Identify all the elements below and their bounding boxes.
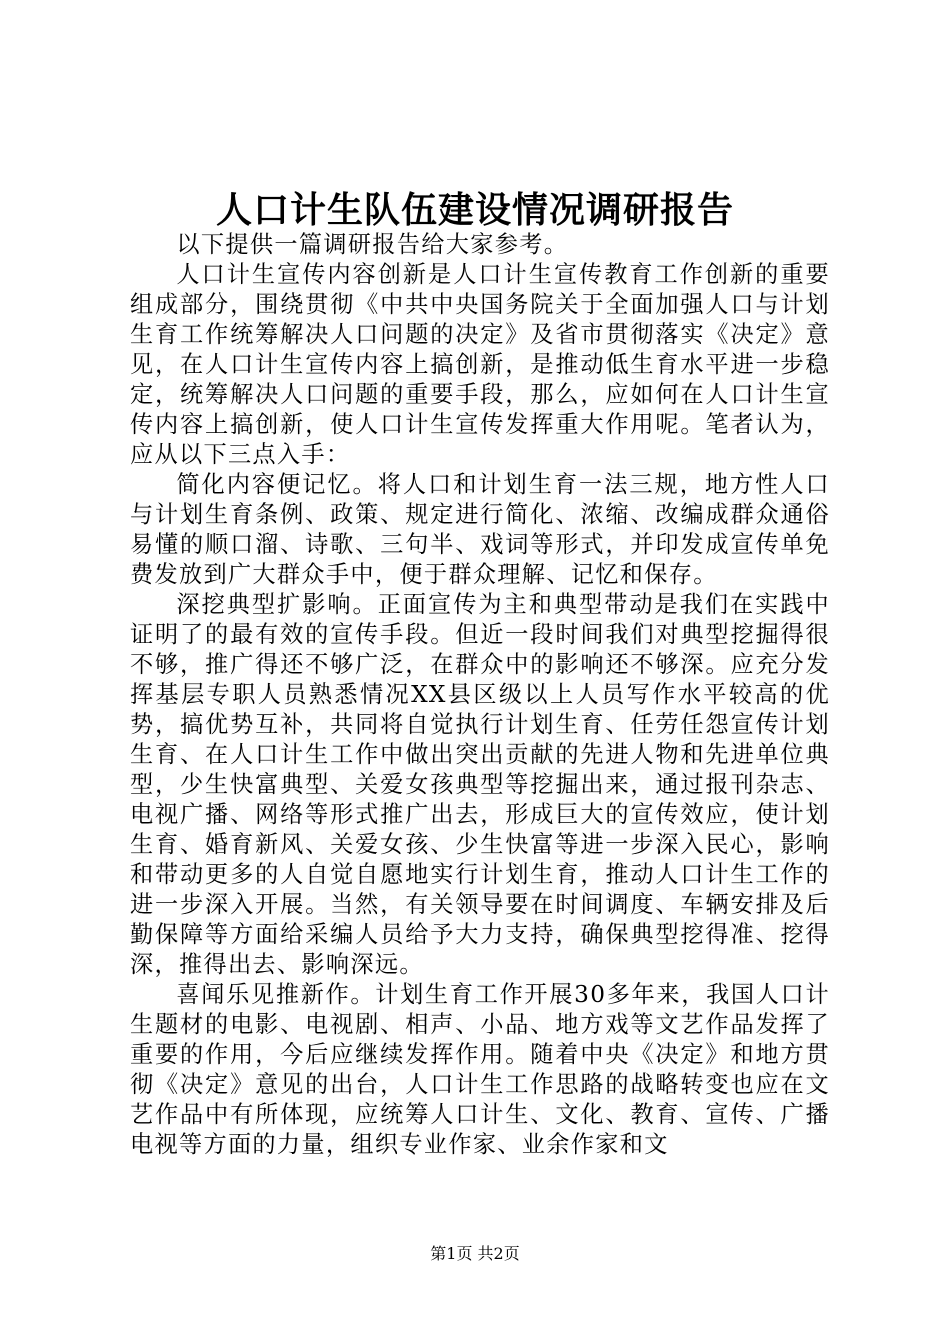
document-body [130, 230, 830, 1160]
paragraph: 简化内容便记忆。将人口和计划生育一法三规，地方性人口与计划生育条例、政策、规定进行简化、浓缩、改编成群众通俗易懂的顺口溜、诗歌、三句半、戏词等形式，并印发成宣传单免费发放到广大群众手中，便于群众理解、记忆和保存。 [130, 471, 830, 588]
paragraph: 以下提供一篇调研报告给大家参考。 [176, 231, 569, 258]
page-number: 第1页 共2页 [430, 1244, 520, 1263]
paragraph: 人口计生宣传内容创新是人口计生宣传教育工作创新的重要组成部分，围绕贯彻《中共中央国务院关于全面加强人口与计划生育工作统筹解决人口问题的决定》及省市贯彻落实《决定》意见，在人口计生宣传内容上搞创新，是推动低生育水平进一步稳定，统筹解决人口问题的重要手段，那么，应如何在人口计生宣传内容上搞创新，使人口计生宣传发挥重大作用呢。笔者认为，应从以下三点入手： [130, 261, 830, 468]
paragraph: 深挖典型扩影响。正面宣传为主和典型带动是我们在实践中证明了的最有效的宣传手段。但近一段时间我们对典型挖掘得很不够，推广得还不够广泛，在群众中的影响还不够深。应充分发挥基层专职人员熟悉情况XX县区级以上人员写作水平较高的优势，搞优势互补，共同将自觉执行计划生育、任劳任怨宣传计划生育、在人口计生工作中做出突出贡献的先进人物和先进单位典型，少生快富典型、关爱女孩典型等挖掘出来，通过报刊杂志、电视广播、网络等形式推广出去，形成巨大的宣传效应，使计划生育、婚育新风、关爱女孩、少生快富等进一步深入民心，影响和带动更多的人自觉自愿地实行计划生育，推动人口计生工作的进一步深入开展。当然，有关领导要在时间调度、车辆安排及后勤保障等方面给采编人员给予大力支持，确保典型挖得准、挖得深，推得出去、影响深远。 [130, 591, 830, 978]
paragraph: 喜闻乐见推新作。计划生育工作开展30多年来，我国人口计生题材的电影、电视剧、相声、小品、地方戏等文艺作品发挥了重要的作用，今后应继续发挥作用。随着中央《决定》和地方贯彻《决定》意见的出台，人口计生工作思路的战略转变也应在文艺作品中有所体现，应统筹人口计生、文化、教育、宣传、广播电视等方面的力量，组织专业作家、业余作家和文 [130, 981, 830, 1158]
document-title: 人口计生队伍建设情况调研报告 [215, 189, 734, 231]
